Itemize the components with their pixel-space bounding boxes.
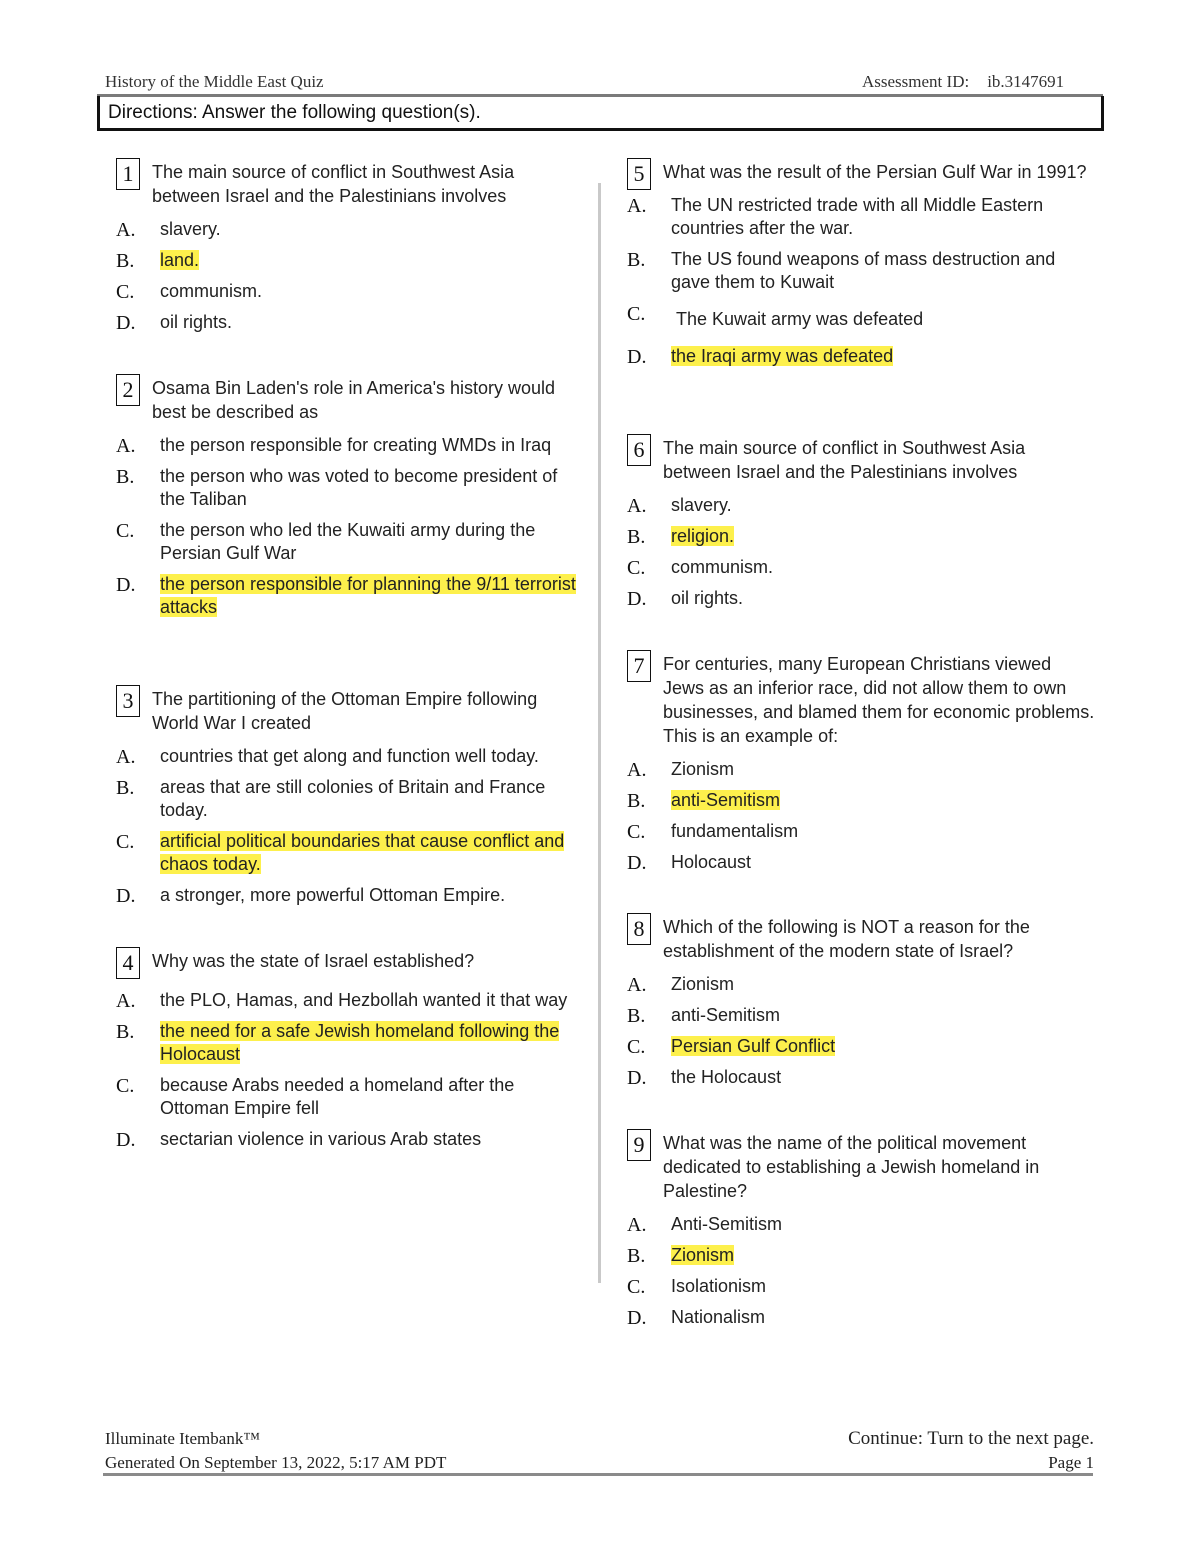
option-text: slavery. <box>160 219 221 239</box>
question-number: 8 <box>627 913 651 945</box>
option-text: The Kuwait army was defeated <box>676 309 924 329</box>
option-text: because Arabs needed a homeland after the Ottoman Empire fell <box>160 1075 515 1118</box>
option-text: the person responsible for creating WMDs in Iraq <box>160 435 552 455</box>
option-d[interactable]: D. Holocaust <box>627 852 752 874</box>
option-d[interactable]: D. a stronger, more powerful Ottoman Empire. <box>116 885 506 907</box>
option-text-highlighted: the Iraqi army was defeated <box>671 346 894 366</box>
option-text: anti-Semitism <box>671 1005 781 1025</box>
column-divider <box>598 183 601 1283</box>
directions-box <box>97 96 1104 131</box>
option-c[interactable]: C. artificial political boundaries that cause conflict and chaos today. <box>116 831 565 874</box>
option-text: fundamentalism <box>671 821 799 841</box>
option-text: Holocaust <box>671 852 752 872</box>
option-text: the Holocaust <box>671 1067 782 1087</box>
question-stem: The main source of conflict in Southwest Asia between Israel and the Palestinians involves <box>663 438 1026 482</box>
option-d[interactable]: D. oil rights. <box>116 312 233 334</box>
page-number: Page 1 <box>1048 1453 1094 1472</box>
option-a[interactable]: A. The UN restricted trade with all Middle Eastern countries after the war. <box>627 195 1044 238</box>
option-text: countries that get along and function well today. <box>160 746 539 766</box>
question-stem: What was the result of the Persian Gulf War in 1991? <box>663 162 1087 182</box>
option-text-highlighted: land. <box>160 250 200 270</box>
option-a[interactable]: A. the PLO, Hamas, and Hezbollah wanted it that way <box>116 990 568 1012</box>
option-d[interactable]: D. sectarian violence in various Arab states <box>116 1129 482 1151</box>
option-d[interactable]: D. oil rights. <box>627 588 744 610</box>
question-stem: What was the name of the political movement dedicated to establishing a Jewish homeland in Palestine? <box>663 1133 1040 1201</box>
question-number: 1 <box>116 158 140 190</box>
option-text: Isolationism <box>671 1276 767 1296</box>
assessment-id-label: Assessment ID: <box>862 72 970 91</box>
option-b[interactable]: B. religion. <box>627 526 735 548</box>
option-c[interactable]: C. because Arabs needed a homeland after the Ottoman Empire fell <box>116 1075 515 1118</box>
option-text-highlighted: the need for a safe Jewish homeland following the Holocaust <box>160 1021 560 1064</box>
option-text: a stronger, more powerful Ottoman Empire. <box>160 885 506 905</box>
option-d[interactable]: D. the person responsible for planning the 9/11 terrorist attacks <box>116 574 576 617</box>
question-number: 6 <box>627 434 651 466</box>
directions-text: Directions: Answer the following question(s). <box>108 102 481 123</box>
option-text: slavery. <box>671 495 732 515</box>
option-text: communism. <box>671 557 774 577</box>
question-number: 9 <box>627 1129 651 1161</box>
option-text: Zionism <box>671 759 735 779</box>
question-8 <box>627 913 1097 1089</box>
question-stem: Why was the state of Israel established? <box>152 951 475 971</box>
question-9 <box>627 1129 1097 1329</box>
option-text: sectarian violence in various Arab states <box>160 1129 482 1149</box>
option-text: the person who led the Kuwaiti army during the Persian Gulf War <box>160 520 536 563</box>
option-text-highlighted: Persian Gulf Conflict <box>671 1036 836 1056</box>
option-text-highlighted: the person responsible for planning the 9/11 terrorist attacks <box>160 574 576 617</box>
question-stem: For centuries, many European Christians viewed Jews as an inferior race, did not allow them to own businesses, and blamed them for economic problems. This is an example of: <box>663 654 1095 746</box>
quiz-title: History of the Middle East Quiz <box>105 72 324 91</box>
option-b[interactable]: B. land. <box>116 250 200 272</box>
question-5 <box>627 158 1097 368</box>
question-number: 4 <box>116 947 140 979</box>
option-a[interactable]: A. slavery. <box>627 495 732 517</box>
option-text: Nationalism <box>671 1307 766 1327</box>
question-number: 2 <box>116 374 140 406</box>
option-c[interactable]: C. fundamentalism <box>627 821 799 843</box>
question-3 <box>116 685 586 907</box>
assessment-id-value: ib.3147691 <box>987 72 1065 91</box>
option-text: oil rights. <box>671 588 744 608</box>
option-a[interactable]: A. Anti-Semitism <box>627 1214 783 1236</box>
option-d[interactable]: D. the Iraqi army was defeated <box>627 346 894 368</box>
question-7 <box>627 650 1097 874</box>
option-text: The US found weapons of mass destruction and gave them to Kuwait <box>671 249 1056 292</box>
option-b[interactable]: B. areas that are still colonies of Britain and France today. <box>116 777 546 820</box>
option-text: communism. <box>160 281 263 301</box>
question-stem: The main source of conflict in Southwest Asia between Israel and the Palestinians involves <box>152 162 515 206</box>
option-a[interactable]: A. the person responsible for creating WMDs in Iraq <box>116 435 552 457</box>
option-b[interactable]: B. anti-Semitism <box>627 1005 781 1027</box>
option-text: areas that are still colonies of Britain and France today. <box>160 777 546 820</box>
question-stem: Which of the following is NOT a reason for the establishment of the modern state of Israel? <box>663 917 1030 961</box>
option-text-highlighted: Zionism <box>671 1245 735 1265</box>
option-c[interactable]: C. communism. <box>116 281 263 303</box>
footer-brand: Illuminate Itembank™ <box>105 1429 260 1448</box>
question-stem: The partitioning of the Ottoman Empire following World War I created <box>152 689 538 733</box>
question-stem: Osama Bin Laden's role in America's history would best be described as <box>152 378 556 422</box>
question-6 <box>627 434 1097 610</box>
question-number: 7 <box>627 650 651 682</box>
option-c[interactable]: C. the person who led the Kuwaiti army during the Persian Gulf War <box>116 520 536 563</box>
question-number: 3 <box>116 685 140 717</box>
option-c[interactable]: C. The Kuwait army was defeated <box>627 303 924 329</box>
option-text: Anti-Semitism <box>671 1214 783 1234</box>
option-c[interactable]: C. communism. <box>627 557 774 579</box>
option-text-highlighted: religion. <box>671 526 735 546</box>
option-b[interactable]: B. Zionism <box>627 1245 735 1267</box>
option-text-highlighted: anti-Semitism <box>671 790 781 810</box>
question-1 <box>116 158 586 334</box>
option-d[interactable]: D. the Holocaust <box>627 1067 782 1089</box>
option-c[interactable]: C. Isolationism <box>627 1276 767 1298</box>
option-b[interactable]: B. the person who was voted to become president of the Taliban <box>116 466 558 509</box>
option-b[interactable]: B. The US found weapons of mass destruction and gave them to Kuwait <box>627 249 1056 292</box>
option-text: the PLO, Hamas, and Hezbollah wanted it that way <box>160 990 568 1010</box>
option-a[interactable]: A. Zionism <box>627 759 735 781</box>
question-number: 5 <box>627 158 651 190</box>
footer-divider <box>103 1473 1093 1476</box>
option-d[interactable]: D. Nationalism <box>627 1307 766 1329</box>
continue-note: Continue: Turn to the next page. <box>848 1428 1094 1449</box>
option-c[interactable]: C. Persian Gulf Conflict <box>627 1036 836 1058</box>
option-text: The UN restricted trade with all Middle Eastern countries after the war. <box>671 195 1044 238</box>
assessment-id <box>862 72 1064 92</box>
option-a[interactable]: A. slavery. <box>116 219 221 241</box>
question-4 <box>116 947 586 1151</box>
option-text: the person who was voted to become president of the Taliban <box>160 466 558 509</box>
option-text: Zionism <box>671 974 735 994</box>
option-a[interactable]: A. countries that get along and function well today. <box>116 746 539 768</box>
question-2 <box>116 374 586 619</box>
generated-date: Generated On September 13, 2022, 5:17 AM PDT <box>105 1453 447 1472</box>
option-b[interactable]: B. the need for a safe Jewish homeland following the Holocaust <box>116 1021 560 1064</box>
option-a[interactable]: A. Zionism <box>627 974 735 996</box>
option-b[interactable]: B. anti-Semitism <box>627 790 781 812</box>
option-text: oil rights. <box>160 312 233 332</box>
option-text-highlighted: artificial political boundaries that cause conflict and chaos today. <box>160 831 565 874</box>
